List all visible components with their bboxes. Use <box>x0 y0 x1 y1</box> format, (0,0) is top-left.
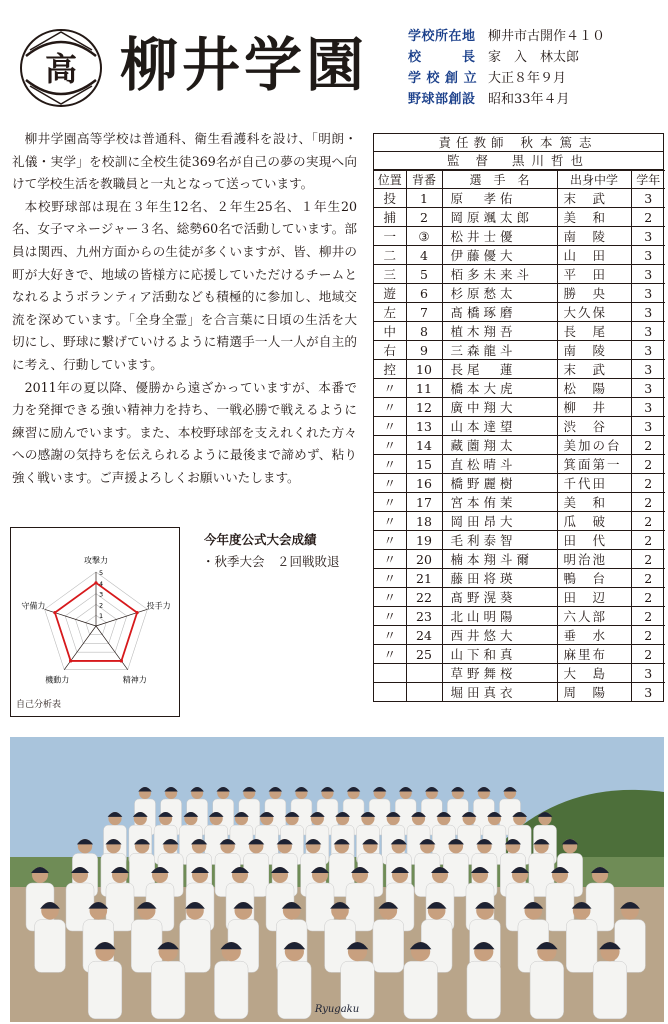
player-number: 22 <box>406 588 442 607</box>
intro-paragraph: 2011年の夏以降、優勝から遠ざかっていますが、本番で力を発揮できる強い精神力を持ち、一戦必勝で戦えるように練習に励んでいます。また、本校野球部を支えれくれた方々への感謝の気持ちを伝えられるように最後まで諦めず、粘り強く戦います。ご声援よろしくお願いいたします。 <box>12 379 357 485</box>
player-name: 藤田将瑛 <box>442 569 557 588</box>
player-grade: 2 <box>631 645 665 664</box>
intro-text <box>12 128 357 490</box>
info-key: 学校所在地 <box>408 29 476 44</box>
player-row <box>374 303 665 322</box>
radar-tick-label: 4 <box>99 579 104 588</box>
radar-value-point <box>120 659 123 662</box>
player-number: 2 <box>406 208 442 227</box>
player-number: 24 <box>406 626 442 645</box>
team-photo <box>10 737 664 1022</box>
radar-axis <box>96 626 128 670</box>
player-school: 垂 水 <box>557 626 631 645</box>
player-school: 柳 井 <box>557 398 631 417</box>
results-title: 今年度公式大会成績 <box>204 532 317 547</box>
player-position: 〃 <box>374 417 406 436</box>
team-label: Ryugaku <box>314 1004 360 1015</box>
player-number: 9 <box>406 341 442 360</box>
results-item: ・秋季大会 ２回戦敗退 <box>202 554 340 569</box>
player-row <box>374 265 665 284</box>
player-name: 髙橋琢磨 <box>442 303 557 322</box>
school-crest-icon <box>16 26 106 110</box>
radar-axis <box>96 609 147 626</box>
radar-axis-label: 守備力 <box>21 601 46 611</box>
self-analysis-radar <box>10 527 180 717</box>
player-row <box>374 493 665 512</box>
radar-caption: 自己分析表 <box>16 700 62 710</box>
player-row <box>374 664 665 683</box>
player-grade: 2 <box>631 455 665 474</box>
player-row <box>374 360 665 379</box>
header-grade: 学年 <box>631 171 665 189</box>
player-position: 〃 <box>374 626 406 645</box>
radar-axis-label: 機動力 <box>45 675 70 685</box>
player-name: 伊藤優大 <box>442 246 557 265</box>
staff-name: 黒川哲也 <box>512 153 591 168</box>
player-school: 美 和 <box>557 208 631 227</box>
player-grade: 2 <box>631 531 665 550</box>
player-name: 山本達望 <box>442 417 557 436</box>
info-key: 校 長 <box>408 50 476 65</box>
player-school: 長 尾 <box>557 322 631 341</box>
player-name: 北山明陽 <box>442 607 557 626</box>
player-row <box>374 474 665 493</box>
player-school: 鴨 台 <box>557 569 631 588</box>
player-position: 〃 <box>374 436 406 455</box>
player-uniform <box>593 961 627 1019</box>
player-uniform <box>566 920 597 973</box>
player-uniform <box>373 920 404 973</box>
player-uniform <box>180 920 211 973</box>
player-grade: 3 <box>631 379 665 398</box>
player-grade: 3 <box>631 227 665 246</box>
player-position: 〃 <box>374 512 406 531</box>
player-school: 大久保 <box>557 303 631 322</box>
player-uniform <box>467 961 501 1019</box>
player-uniform <box>214 961 248 1019</box>
player-uniform <box>278 961 312 1019</box>
radar-tick-label: 1 <box>99 612 104 621</box>
player-number: 11 <box>406 379 442 398</box>
player-name: 草野舞桜 <box>442 664 557 683</box>
player-position: 捕 <box>374 208 406 227</box>
player-position: 〃 <box>374 474 406 493</box>
player-grade: 3 <box>631 341 665 360</box>
player-name: 植木翔吾 <box>442 322 557 341</box>
player-number: 4 <box>406 246 442 265</box>
player-row <box>374 398 665 417</box>
player-row <box>374 683 665 702</box>
staff-row <box>374 152 663 170</box>
player-position: 左 <box>374 303 406 322</box>
player-number: 13 <box>406 417 442 436</box>
player-grade: 3 <box>631 303 665 322</box>
radar-tick-label: 3 <box>99 590 104 599</box>
player-school: 美 和 <box>557 493 631 512</box>
staff-row <box>374 134 663 152</box>
player-position: 〃 <box>374 569 406 588</box>
radar-tick-label: 5 <box>99 569 104 577</box>
player-row <box>374 284 665 303</box>
player-position: 控 <box>374 360 406 379</box>
player-position: 〃 <box>374 607 406 626</box>
player-name: 毛利泰智 <box>442 531 557 550</box>
player-row <box>374 322 665 341</box>
info-key: 野球部創設 <box>408 92 476 107</box>
player-row <box>374 607 665 626</box>
player-position: 遊 <box>374 284 406 303</box>
player-grade: 3 <box>631 265 665 284</box>
player-name: 岡田昂大 <box>442 512 557 531</box>
player-position: 投 <box>374 189 406 208</box>
player-uniform <box>530 961 564 1019</box>
header-player-name: 選 手 名 <box>442 171 557 189</box>
player-position <box>374 664 406 683</box>
player-grade: 3 <box>631 284 665 303</box>
player-number: 25 <box>406 645 442 664</box>
player-name: 橋野麗樹 <box>442 474 557 493</box>
player-row <box>374 569 665 588</box>
player-grade: 2 <box>631 569 665 588</box>
player-uniform <box>151 961 185 1019</box>
radar-axis <box>45 609 96 626</box>
player-row <box>374 626 665 645</box>
player-school: 末 武 <box>557 189 631 208</box>
radar-value-point <box>94 581 97 584</box>
player-number: 7 <box>406 303 442 322</box>
player-row <box>374 379 665 398</box>
player-school: 麻里布 <box>557 645 631 664</box>
player-name: 宮本侑茉 <box>442 493 557 512</box>
player-row <box>374 227 665 246</box>
player-name: 栢多未来斗 <box>442 265 557 284</box>
player-number <box>406 664 442 683</box>
info-value: 柳井市古開作４１０ <box>488 29 606 44</box>
player-grade: 2 <box>631 208 665 227</box>
player-number: 19 <box>406 531 442 550</box>
player-number: 18 <box>406 512 442 531</box>
player-number: 20 <box>406 550 442 569</box>
intro-paragraph: 柳井学園高等学校は普通科、衛生看護科を設け、「明朗・礼儀・実学」を校訓に全校生徒369名が自己の夢の実現へ向けて学校生活を教職員と一丸となって送っています。 <box>12 131 357 192</box>
player-number: ③ <box>406 227 442 246</box>
player-name: 原 孝佑 <box>442 189 557 208</box>
player-name: 長尾 蓮 <box>442 360 557 379</box>
player-grade: 3 <box>631 417 665 436</box>
player-position: 中 <box>374 322 406 341</box>
player-grade: 3 <box>631 322 665 341</box>
player-number: 15 <box>406 455 442 474</box>
player-position <box>374 683 406 702</box>
header-number: 背番 <box>406 171 442 189</box>
player-grade: 2 <box>631 474 665 493</box>
radar-axis <box>64 626 96 670</box>
player-school: 大 島 <box>557 664 631 683</box>
player-school: 田 代 <box>557 531 631 550</box>
player-row <box>374 189 665 208</box>
player-name: 楠本翔斗爾 <box>442 550 557 569</box>
player-grade: 3 <box>631 246 665 265</box>
staff-role: 責任教師 <box>438 135 509 150</box>
player-position: 三 <box>374 265 406 284</box>
header-school: 出身中学 <box>557 171 631 189</box>
info-value: 家 入 林太郎 <box>488 50 580 65</box>
player-grade: 2 <box>631 512 665 531</box>
radar-value-point <box>53 611 56 614</box>
player-row <box>374 550 665 569</box>
player-school: 平 田 <box>557 265 631 284</box>
info-value: 大正８年９月 <box>488 71 567 86</box>
player-name: 岡原颯太郎 <box>442 208 557 227</box>
player-number: 10 <box>406 360 442 379</box>
roster-table <box>373 133 664 702</box>
player-position: 二 <box>374 246 406 265</box>
player-school: 田 辺 <box>557 588 631 607</box>
player-name: 橋本大虎 <box>442 379 557 398</box>
player-row <box>374 512 665 531</box>
svg-text:高: 高 <box>44 50 78 88</box>
info-key: 学 校 創 立 <box>408 71 478 86</box>
info-row <box>408 68 663 89</box>
player-number: 23 <box>406 607 442 626</box>
player-number: 8 <box>406 322 442 341</box>
player-number: 5 <box>406 265 442 284</box>
player-grade: 2 <box>631 436 665 455</box>
player-name: 三森龍斗 <box>442 341 557 360</box>
radar-tick-label: 2 <box>99 601 104 610</box>
school-name: 柳井学園 <box>120 31 369 99</box>
player-position: 右 <box>374 341 406 360</box>
player-school: 千代田 <box>557 474 631 493</box>
player-number: 1 <box>406 189 442 208</box>
player-school: 南 陵 <box>557 227 631 246</box>
player-school: 南 陵 <box>557 341 631 360</box>
staff-role: 監督 <box>446 153 504 168</box>
player-name: 堀田真衣 <box>442 683 557 702</box>
info-row <box>408 47 663 68</box>
player-school: 明治池 <box>557 550 631 569</box>
player-name: 廣中翔大 <box>442 398 557 417</box>
player-name: 西井悠大 <box>442 626 557 645</box>
roster-header-row <box>374 171 665 189</box>
player-grade: 3 <box>631 360 665 379</box>
player-name: 髙野滉葵 <box>442 588 557 607</box>
school-info <box>408 26 663 110</box>
player-school: 勝 央 <box>557 284 631 303</box>
player-school: 渋 谷 <box>557 417 631 436</box>
info-value: 昭和33年４月 <box>488 92 570 107</box>
radar-axis-label: 精神力 <box>122 675 147 685</box>
player-uniform <box>35 920 66 973</box>
player-number <box>406 683 442 702</box>
player-grade: 2 <box>631 550 665 569</box>
player-name: 杉原愁太 <box>442 284 557 303</box>
player-position: 〃 <box>374 588 406 607</box>
player-grade: 3 <box>631 398 665 417</box>
player-row <box>374 455 665 474</box>
player-row <box>374 208 665 227</box>
player-row <box>374 436 665 455</box>
player-name: 山下和真 <box>442 645 557 664</box>
radar-value-point <box>69 659 72 662</box>
player-grade: 3 <box>631 683 665 702</box>
info-row <box>408 26 663 47</box>
player-school: 周 陽 <box>557 683 631 702</box>
staff-name: 秋本篤志 <box>520 135 599 150</box>
player-position: 〃 <box>374 379 406 398</box>
player-position: 〃 <box>374 398 406 417</box>
player-uniform <box>404 961 438 1019</box>
player-school: 山 田 <box>557 246 631 265</box>
player-school: 瓜 破 <box>557 512 631 531</box>
player-grade: 3 <box>631 189 665 208</box>
info-row <box>408 89 663 110</box>
player-number: 12 <box>406 398 442 417</box>
player-school: 箕面第一 <box>557 455 631 474</box>
radar-value-point <box>135 611 138 614</box>
intro-paragraph: 本校野球部は現在３年生12名、２年生25名、１年生20名、女子マネージャー３名、総勢60名で活動しています。部員は関西、九州方面からの生徒が多くいますが、皆、柳井の町が大好きで、地域の皆様方に応援していただけるチームとなれるようボランティア活動なども積極的に参加し、地域交流を深めています。「全身全霊」を合言葉に日頃の生活を大切にし、野球に繋げていけるように精選手一人一人が自主的に考え、行動しています。 <box>12 198 357 372</box>
player-position: 一 <box>374 227 406 246</box>
player-row <box>374 417 665 436</box>
player-grade: 2 <box>631 607 665 626</box>
player-school: 松 陽 <box>557 379 631 398</box>
player-number: 17 <box>406 493 442 512</box>
player-school: 美加の台 <box>557 436 631 455</box>
player-name: 直松晴斗 <box>442 455 557 474</box>
header-position: 位置 <box>374 171 406 189</box>
player-number: 16 <box>406 474 442 493</box>
player-number: 14 <box>406 436 442 455</box>
player-row <box>374 645 665 664</box>
player-position: 〃 <box>374 493 406 512</box>
player-position: 〃 <box>374 550 406 569</box>
radar-axis-label: 攻撃力 <box>84 556 108 566</box>
player-grade: 3 <box>631 664 665 683</box>
player-position: 〃 <box>374 455 406 474</box>
player-grade: 2 <box>631 588 665 607</box>
player-number: 6 <box>406 284 442 303</box>
player-school: 末 武 <box>557 360 631 379</box>
player-position: 〃 <box>374 645 406 664</box>
player-row <box>374 341 665 360</box>
radar-axis-label: 投手力 <box>146 601 171 611</box>
player-name: 松井士優 <box>442 227 557 246</box>
player-grade: 2 <box>631 493 665 512</box>
player-row <box>374 588 665 607</box>
player-uniform <box>88 961 122 1019</box>
player-number: 21 <box>406 569 442 588</box>
player-position: 〃 <box>374 531 406 550</box>
player-row <box>374 531 665 550</box>
player-school: 六人部 <box>557 607 631 626</box>
player-row <box>374 246 665 265</box>
player-grade: 2 <box>631 626 665 645</box>
player-name: 藏薗翔太 <box>442 436 557 455</box>
